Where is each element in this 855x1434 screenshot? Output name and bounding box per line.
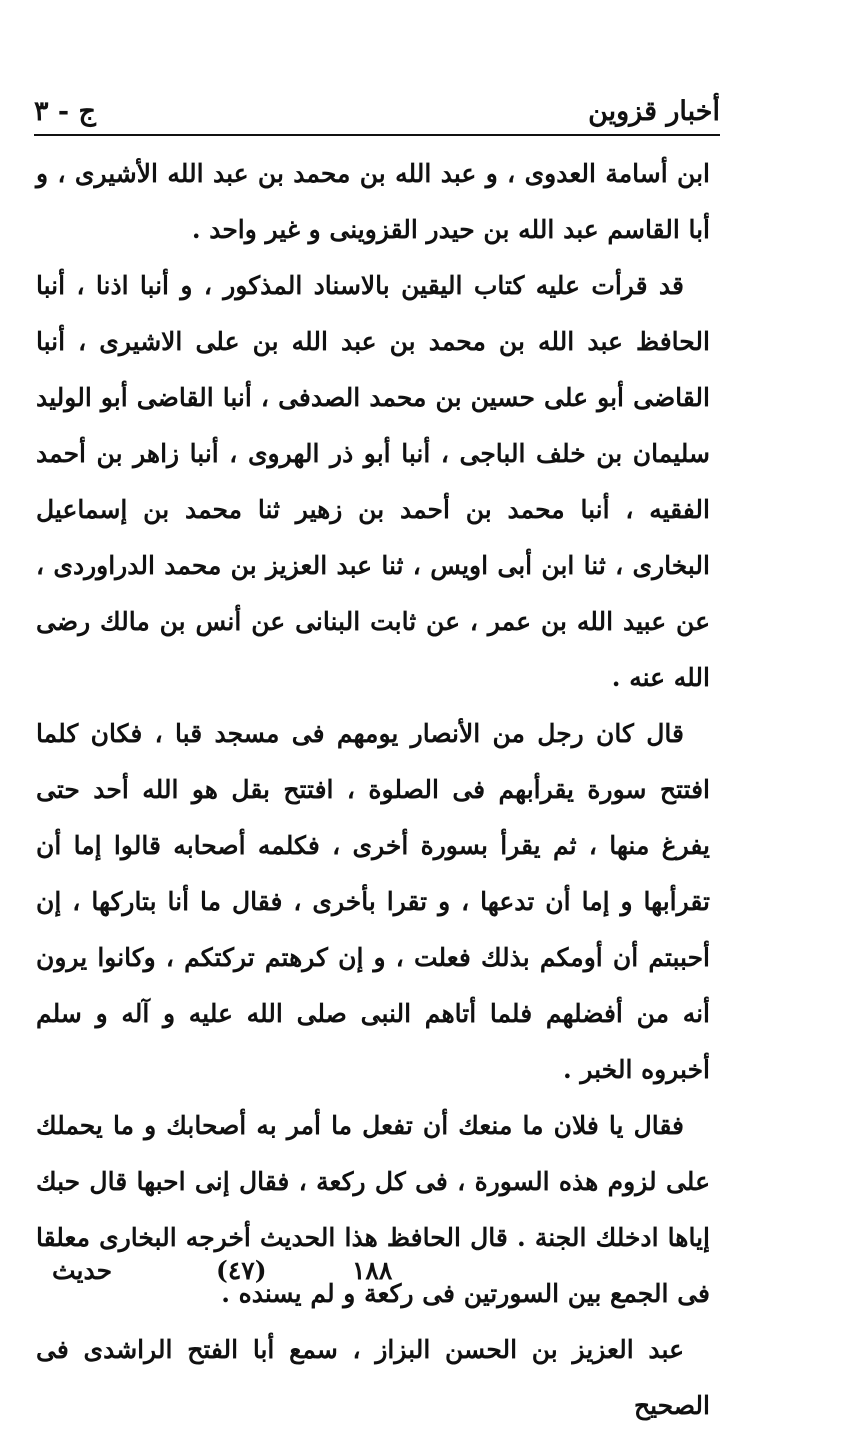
book-title: أخبار قزوين xyxy=(588,96,720,127)
paragraph-continuation: ابن أسامة العدوى ، و عبد الله بن محمد بن عبد الله الأشيرى ، و أبا القاسم عبد الله بن حيدر القزوينى و غير واحد . xyxy=(36,159,710,244)
running-header xyxy=(34,90,720,134)
paragraph-hadith-narration: قال كان رجل من الأنصار يومهم فى مسجد قبا ، فكان كلما افتتح سورة يقرأبهم فى الصلوة ، افتتح بقل هو الله أحد حتى يفرغ منها ، ثم يقرأ بسورة أخرى ، فكلمه أصحابه قالوا إما أن تقرأبها و إما أن تدعها ، و تقرا بأخرى ، فقال ما أنا بتاركها ، إن أحببتم أن أومكم بذلك فعلت ، و إن كرهتم تركتكم ، وكانوا يرون أنه من أفضلهم فلما أتاهم النبى صلى الله عليه و آله و سلم أخبروه الخبر . xyxy=(36,719,710,1084)
main-text xyxy=(36,146,710,1434)
paragraph-next-entry: عبد العزيز بن الحسن البزاز ، سمع أبا الفتح الراشدى فى الصحيح xyxy=(36,1335,710,1420)
page-number: ١٨٨ xyxy=(352,1256,393,1285)
header-divider xyxy=(34,134,720,136)
footer-catchword: حديث xyxy=(52,1256,113,1285)
footer-hadith-number: (٤٧) xyxy=(216,1256,267,1285)
page-footer xyxy=(30,1254,730,1294)
paragraph-isnad: قد قرأت عليه كتاب اليقين بالاسناد المذكور ، و أنبا اذنا ، أنبا الحافظ عبد الله بن محمد بن عبد الله بن على الاشيرى ، أنبا القاضى أبو على حسين بن محمد الصدفى ، أنبا القاضى أبو الوليد سليمان بن خلف الباجى ، أنبا أبو ذر الهروى ، أنبا زاهر بن أحمد الفقيه ، أنبا محمد بن أحمد بن زهير ثنا محمد بن إسماعيل البخارى ، ثنا ابن أبى اويس ، ثنا عبد العزيز بن محمد الدراوردى ، عن عبيد الله بن عمر ، عن ثابت البنانى عن أنس بن مالك رضى الله عنه . xyxy=(36,271,711,692)
volume-label: ج - ٣ xyxy=(34,96,96,127)
paragraph-hadith-conclusion: فقال يا فلان ما منعك أن تفعل ما أمر به أصحابك و ما يحملك على لزوم هذه السورة ، فى كل ركعة ، فقال إنى احبها قال حبك إياها ادخلك الجنة . قال الحافظ هذا الحديث أخرجه البخارى معلقا فى الجمع بين السورتين فى ركعة و لم يسنده . xyxy=(36,1111,710,1308)
